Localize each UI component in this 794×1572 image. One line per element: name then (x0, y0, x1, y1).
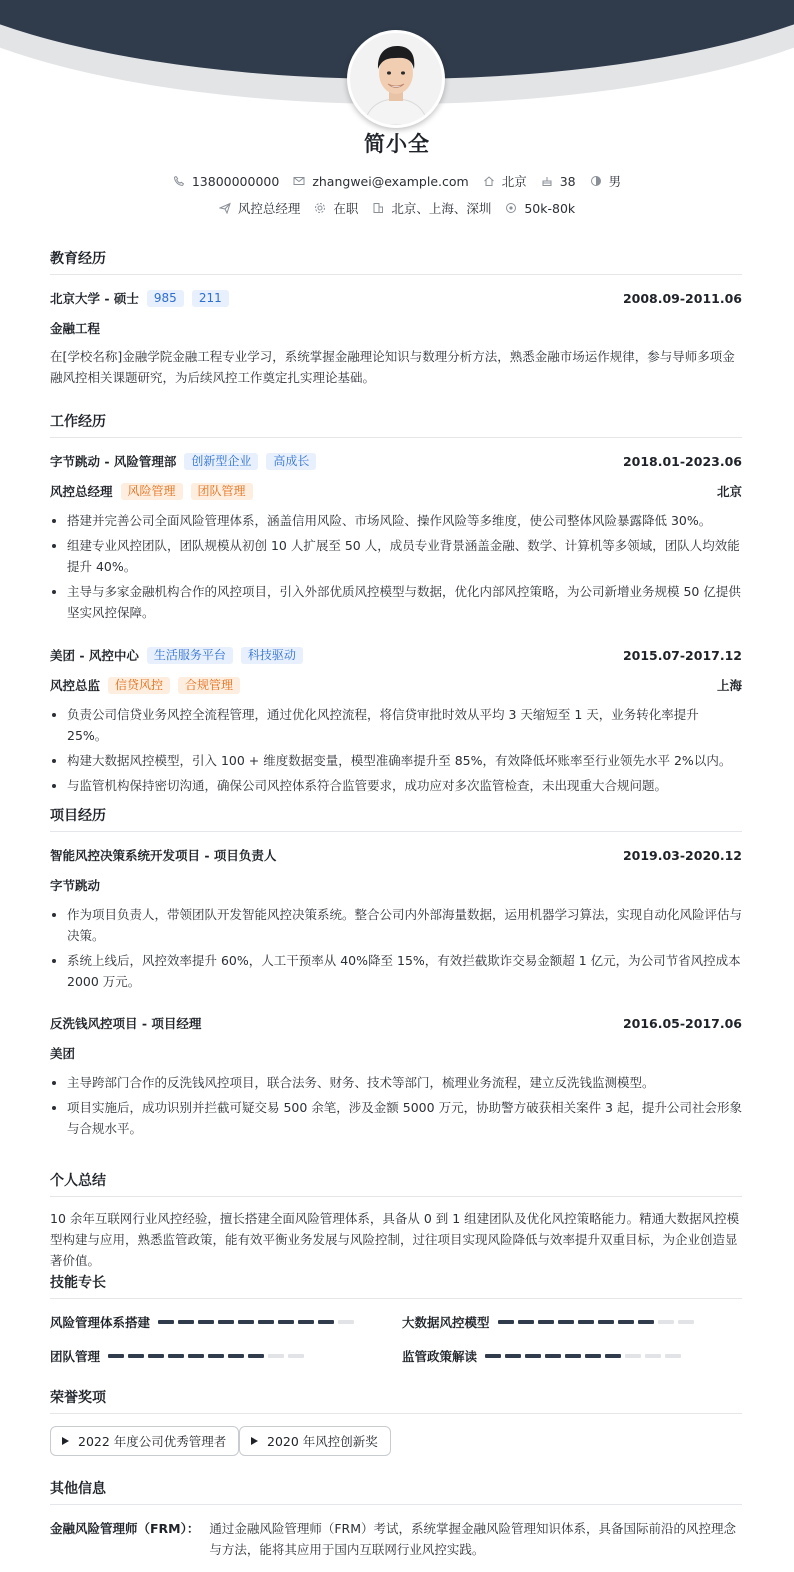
position-item (219, 199, 301, 217)
mail-icon (293, 175, 305, 187)
skill-segment (545, 1354, 561, 1358)
work-1-role (50, 482, 742, 500)
section-title-summary: 个人总结 (50, 1170, 742, 1197)
list-item: 系统上线后，风控效率提升 60%，人工干预率从 40%降至 15%，有效拦截欺诈交易金额超 1 亿元，为公司节省风控成本 2000 万元。 (50, 950, 742, 992)
skill-segment (228, 1354, 244, 1358)
summary-text: 10 余年互联网行业风控经验，擅长搭建全面风险管理体系，具备从 0 到 1 组建团队及优化风控策略能力。精通大数据风控模型构建与应用，熟悉监管政策，能有效平衡业务发展与风险控制，过往项目实现风险降低与效率提升双重目标，为企业创造显著价值。 (50, 1211, 740, 1268)
work-1-bullets (50, 510, 742, 627)
skill-item (50, 1347, 308, 1365)
skill-segment (625, 1354, 641, 1358)
skill-segment (108, 1354, 124, 1358)
list-item: 搭建并完善公司全面风险管理体系，涵盖信用风险、市场风险、操作风险等多维度，使公司整体风险暴露降低 30%。 (50, 510, 742, 531)
skill-segment (565, 1354, 581, 1358)
home-icon (483, 175, 495, 187)
award-badge (239, 1426, 391, 1456)
age-item (541, 174, 576, 189)
gender-icon (590, 175, 602, 187)
age: 38 (559, 173, 576, 189)
company-tag: 生活服务平台 (147, 647, 233, 664)
list-item: 主导与多家金融机构合作的风控项目，引入外部优质风控模型与数据，优化内部风控策略，为公司新增业务规模 50 亿提供坚实风控保障。 (50, 581, 742, 623)
coin-icon (505, 202, 517, 214)
project-period: 2016.05-2017.06 (622, 1015, 742, 1031)
skill-segment (598, 1320, 614, 1324)
skill-item (402, 1313, 698, 1331)
building-icon (372, 202, 384, 214)
work-location: 上海 (716, 678, 742, 693)
work-period: 2015.07-2017.12 (622, 647, 742, 663)
skill-segment (658, 1320, 674, 1324)
skill-segment (198, 1320, 214, 1324)
gear-icon (314, 202, 326, 214)
project-company: 字节跳动 (50, 878, 101, 893)
section-title-awards: 荣誉奖项 (50, 1387, 742, 1414)
send-icon (219, 202, 231, 214)
role-tag: 风险管理 (121, 483, 183, 500)
play-icon (62, 1437, 69, 1445)
skill-segment (128, 1354, 144, 1358)
work-location: 北京 (716, 484, 742, 499)
skill-level-bar (485, 1354, 685, 1358)
skill-level-bar (158, 1320, 358, 1324)
school-tag: 211 (192, 290, 229, 307)
company-name: 美团 - 风控中心 (50, 648, 139, 663)
list-item: 负责公司信贷业务风控全流程管理，通过优化风控流程，将信贷审批时效从平均 3 天缩短至 1 天，业务转化率提升 25%。 (50, 704, 742, 746)
skill-segment (525, 1354, 541, 1358)
avatar (347, 30, 445, 128)
work-2-bullets (50, 704, 742, 800)
project-2-bullets (50, 1072, 742, 1143)
skill-segment (158, 1320, 174, 1324)
cake-icon (541, 175, 553, 187)
city-item (483, 172, 527, 190)
skill-name: 大数据风控模型 (402, 1315, 490, 1330)
education-header (50, 289, 742, 307)
section-title-skills: 技能专长 (50, 1272, 742, 1299)
project-period: 2019.03-2020.12 (622, 847, 742, 863)
skill-name: 监管政策解读 (402, 1349, 478, 1364)
phone-number: 13800000000 (191, 173, 280, 189)
target-city-item (372, 199, 491, 217)
target-cities: 北京、上海、深圳 (391, 201, 492, 216)
target-position: 风控总经理 (237, 201, 301, 216)
skill-segment (168, 1354, 184, 1358)
company-tag: 创新型企业 (184, 453, 258, 470)
company-name: 字节跳动 - 风险管理部 (50, 454, 177, 469)
email-address: zhangwei@example.com (312, 173, 469, 189)
phone-item (173, 174, 279, 189)
job-status: 在职 (333, 201, 359, 216)
skill-level-bar (498, 1320, 698, 1324)
work-period: 2018.01-2023.06 (622, 453, 742, 469)
skill-segment (505, 1354, 521, 1358)
skill-segment (218, 1320, 234, 1324)
play-icon (251, 1437, 258, 1445)
role-tag: 信贷风控 (108, 677, 170, 694)
section-title-other: 其他信息 (50, 1478, 742, 1505)
skill-segment (645, 1354, 661, 1358)
section-title-education: 教育经历 (50, 248, 742, 275)
skill-segment (178, 1320, 194, 1324)
skill-item (50, 1313, 358, 1331)
company-tag: 高成长 (266, 453, 316, 470)
gender: 男 (608, 174, 622, 189)
project-name: 反洗钱风控项目 - 项目经理 (50, 1016, 202, 1031)
school-tag: 985 (147, 290, 184, 307)
skill-item (402, 1347, 685, 1365)
list-item: 主导跨部门合作的反洗钱风控项目，联合法务、财务、技术等部门，梳理业务流程，建立反洗钱监测模型。 (50, 1072, 742, 1093)
skill-segment (518, 1320, 534, 1324)
skill-segment (558, 1320, 574, 1324)
job-title: 风控总经理 (50, 484, 113, 499)
list-item: 作为项目负责人，带领团队开发智能风控决策系统。整合公司内外部海量数据，运用机器学习算法，实现自动化风险评估与决策。 (50, 904, 742, 946)
other-info-value: 通过金融风险管理师（FRM）考试，系统掌握金融风险管理知识体系，具备国际前沿的风控理念与方法，能将其应用于国内互联网行业风控实践。 (209, 1521, 737, 1557)
skill-segment (638, 1320, 654, 1324)
skill-segment (338, 1320, 354, 1324)
list-item: 组建专业风控团队，团队规模从初创 10 人扩展至 50 人，成员专业背景涵盖金融、数学、计算机等多领域，团队人均效能提升 40%。 (50, 535, 742, 577)
job-intent-line (0, 199, 794, 217)
company-tag: 科技驱动 (241, 647, 303, 664)
skill-segment (665, 1354, 681, 1358)
skill-segment (298, 1320, 314, 1324)
work-2-header (50, 646, 742, 664)
other-info-key: 金融风险管理师（FRM）： (50, 1521, 200, 1536)
expected-salary: 50k-80k (524, 200, 576, 216)
award-label: 2022 年度公司优秀管理者 (78, 1434, 227, 1449)
project-company: 美团 (50, 1046, 76, 1061)
skill-segment (318, 1320, 334, 1324)
award-badge (50, 1426, 239, 1456)
school-name: 北京大学 - 硕士 (50, 291, 139, 306)
role-tag: 团队管理 (191, 483, 253, 500)
skill-segment (188, 1354, 204, 1358)
skill-segment (605, 1354, 621, 1358)
education-description: 在[学校名称]金融学院金融工程专业学习，系统掌握金融理论知识与数理分析方法，熟悉金融市场运作规律，参与导师多项金融风控相关课题研究，为后续风控工作奠定扎实理论基础。 (50, 349, 735, 385)
phone-icon (173, 175, 185, 187)
salary-item (505, 201, 575, 216)
list-item: 与监管机构保持密切沟通，确保公司风控体系符合监管要求，成功应对多次监管检查，未出现重大合规问题。 (50, 775, 742, 796)
project-name: 智能风控决策系统开发项目 - 项目负责人 (50, 848, 277, 863)
section-title-projects: 项目经历 (50, 805, 742, 832)
skill-segment (678, 1320, 694, 1324)
candidate-name: 简小全 (364, 132, 430, 156)
skill-segment (585, 1354, 601, 1358)
project-1-header (50, 846, 742, 864)
skill-segment (288, 1354, 304, 1358)
skill-segment (258, 1320, 274, 1324)
list-item: 构建大数据风控模型，引入 100 + 维度数据变量，模型准确率提升至 85%，有效降低坏账率至行业领先水平 2%以内。 (50, 750, 742, 771)
skill-segment (148, 1354, 164, 1358)
work-1-header (50, 452, 742, 470)
city: 北京 (501, 174, 527, 189)
skill-segment (618, 1320, 634, 1324)
work-2-role (50, 676, 742, 694)
skill-segment (238, 1320, 254, 1324)
skill-segment (578, 1320, 594, 1324)
skill-segment (278, 1320, 294, 1324)
status-item (314, 199, 358, 217)
gender-item (590, 172, 622, 190)
skill-segment (538, 1320, 554, 1324)
skill-segment (268, 1354, 284, 1358)
skill-segment (498, 1320, 514, 1324)
skill-name: 风险管理体系搭建 (50, 1315, 151, 1330)
section-title-work: 工作经历 (50, 411, 742, 438)
role-tag: 合规管理 (178, 677, 240, 694)
list-item: 项目实施后，成功识别并拦截可疑交易 500 余笔，涉及金额 5000 万元，协助警方破获相关案件 3 起，提升公司社会形象与合规水平。 (50, 1097, 742, 1139)
contact-line (0, 172, 794, 190)
other-info-item (50, 1518, 742, 1560)
project-2-header (50, 1014, 742, 1032)
skill-level-bar (108, 1354, 308, 1358)
education-major: 金融工程 (50, 321, 101, 336)
skill-segment (208, 1354, 224, 1358)
email-item (293, 174, 468, 189)
skill-segment (485, 1354, 501, 1358)
skill-name: 团队管理 (50, 1349, 101, 1364)
job-title: 风控总监 (50, 678, 101, 693)
skill-segment (248, 1354, 264, 1358)
project-1-bullets (50, 904, 742, 996)
award-label: 2020 年风控创新奖 (267, 1434, 378, 1449)
education-period: 2008.09-2011.06 (622, 290, 742, 306)
